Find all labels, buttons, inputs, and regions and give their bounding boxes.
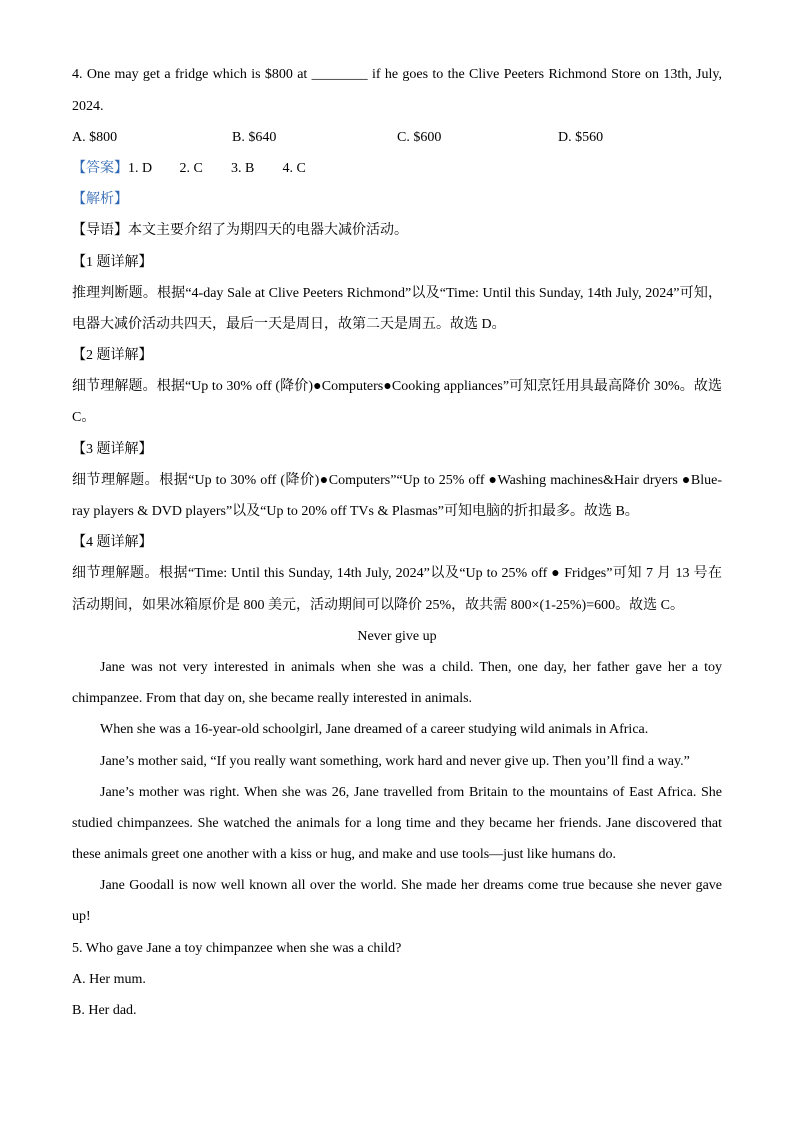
- answer-item: 4. C: [282, 160, 306, 176]
- answer-item: 1. D: [128, 160, 153, 176]
- explanation-2: [72, 340, 722, 434]
- passage-line: Jane’s mother was right. When she was 26, Jane travelled from Britain to the mountains of East Africa. She: [100, 784, 722, 800]
- explanation-3: [72, 434, 722, 528]
- lead-in-label: 【导语】: [72, 223, 128, 239]
- reading-passage: [72, 621, 722, 933]
- analysis: [72, 184, 722, 621]
- passage-paragraph: [72, 870, 722, 932]
- explanation-line: 活动期间，如果冰箱原价是 800 美元，活动期间可以降价 25%，故共需 800×(1-25%)=600。故选 C。: [72, 597, 684, 613]
- explanation-4: [72, 527, 722, 621]
- question-4-option-d: D. $560: [558, 129, 604, 145]
- analysis-label: 【解析】: [72, 192, 128, 208]
- lead-in-text: 本文主要介绍了为期四天的电器大减价活动。: [128, 223, 408, 239]
- explanation-heading: 【4 题详解】: [72, 535, 153, 551]
- question-4-option-c: C. $600: [397, 129, 442, 145]
- explanation-heading: 【1 题详解】: [72, 254, 153, 270]
- passage-line: Jane was not very interested in animals when she was a child. Then, one day, her father gave her a toy: [100, 659, 722, 675]
- explanation-line: 电器大减价活动共四天，最后一天是周日，故第二天是周五。故选 D。: [72, 316, 506, 332]
- passage-line: up!: [72, 909, 91, 925]
- passage-paragraph: [72, 777, 722, 871]
- answer-label: 【答案】: [72, 160, 128, 176]
- question-4-option-a: A. $800: [72, 129, 118, 145]
- explanation-heading: 【3 题详解】: [72, 441, 153, 457]
- question-5-option-a: A. Her mum.: [72, 971, 146, 987]
- explanation-line: 细节理解题。根据“Up to 30% off (降价)●Computers●Cooking appliances”可知烹饪用具最高降价 30%。故选: [72, 379, 722, 395]
- question-5-stem: 5. Who gave Jane a toy chimpanzee when she was a child?: [72, 940, 402, 956]
- explanation-line: 细节理解题。根据“Up to 30% off (降价)●Computers”“Up to 25% off ●Washing machines&Hair dryers ●Blue-: [72, 472, 722, 488]
- passage-line: Jane’s mother said, “If you really want something, work hard and never give up. Then you’ll find a way.”: [100, 753, 690, 769]
- passage-line: When she was a 16-year-old schoolgirl, Jane dreamed of a career studying wild animals in Africa.: [100, 722, 649, 738]
- passage-line: Jane Goodall is now well known all over the world. She made her dreams come true because she never gave: [100, 878, 722, 894]
- page-content: [72, 59, 722, 1026]
- answer-item: 3. B: [231, 160, 255, 176]
- answer-key: [72, 153, 722, 184]
- passage-title: Never give up: [357, 628, 437, 644]
- question-4-stem-line: 2024.: [72, 98, 104, 114]
- explanation-line: C。: [72, 410, 96, 426]
- passage-paragraph: [72, 714, 722, 745]
- passage-paragraph: [72, 652, 722, 714]
- question-4: [72, 59, 722, 153]
- passage-line: studied chimpanzees. She watched the animals for a long time and they became her friends. Jane discovered that: [72, 815, 722, 831]
- passage-paragraph: [72, 746, 722, 777]
- question-5: [72, 933, 722, 1027]
- lead-in: [72, 215, 722, 246]
- question-5-option-b: B. Her dad.: [72, 1003, 137, 1019]
- passage-line: chimpanzee. From that day on, she became really interested in animals.: [72, 691, 473, 707]
- explanation-heading: 【2 题详解】: [72, 348, 153, 364]
- passage-line: these animals greet one another with a kiss or hug, and make and use tools—just like humans do.: [72, 847, 616, 863]
- question-4-options: [72, 122, 722, 153]
- explanation-line: 推理判断题。根据“4-day Sale at Clive Peeters Richmond”以及“Time: Until this Sunday, 14th July, 2024”可知，: [72, 285, 722, 301]
- explanation-line: ray players & DVD players”以及“Up to 20% off TVs & Plasmas”可知电脑的折扣最多。故选 B。: [72, 504, 639, 520]
- answer-item: 2. C: [179, 160, 203, 176]
- question-4-option-b: B. $640: [232, 129, 277, 145]
- question-4-stem-line: 4. One may get a fridge which is $800 at ________ if he goes to the Clive Peeters Richmond Store on 13th, July,: [72, 67, 722, 83]
- explanation-line: 细节理解题。根据“Time: Until this Sunday, 14th July, 2024”以及“Up to 25% off ● Fridges”可知 7 月 13 号在: [72, 566, 722, 582]
- explanation-1: [72, 247, 722, 341]
